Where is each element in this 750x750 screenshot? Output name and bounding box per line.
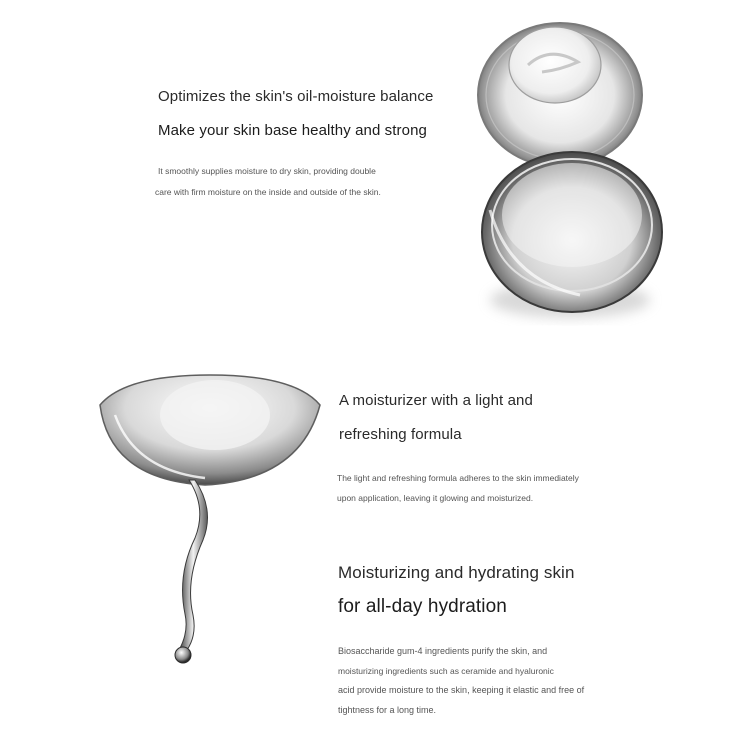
section2-body-line2: upon application, leaving it glowing and moisturized.	[337, 493, 534, 503]
serum-drop-image	[95, 370, 335, 670]
section3-heading-line1: Moisturizing and hydrating skin	[338, 563, 575, 582]
section3-body-line4: tightness for a long time.	[338, 705, 437, 715]
section1-body-line1: It smoothly supplies moisture to dry skin, providing double	[158, 166, 376, 176]
section3-body-line2: moisturizing ingredients such as ceramide and hyaluronic	[338, 666, 554, 676]
section1-body-line2: care with firm moisture on the inside and outside of the skin.	[155, 187, 381, 197]
section1-heading-line2: Make your skin base healthy and strong	[158, 122, 427, 139]
section3-heading-line2: for all-day hydration	[338, 596, 507, 617]
section3-body-line1: Biosaccharide gum-4 ingredients purify the skin, and	[338, 646, 548, 656]
section2-heading-line2: refreshing formula	[339, 426, 462, 443]
cream-jar-image	[450, 10, 700, 330]
section3-body-line3: acid provide moisture to the skin, keeping it elastic and free of	[338, 685, 585, 695]
section2-heading-line1: A moisturizer with a light and	[339, 392, 533, 409]
section2-body-line1: The light and refreshing formula adheres to the skin immediately	[337, 473, 579, 483]
section1-heading-line1: Optimizes the skin's oil-moisture balance	[158, 88, 434, 105]
